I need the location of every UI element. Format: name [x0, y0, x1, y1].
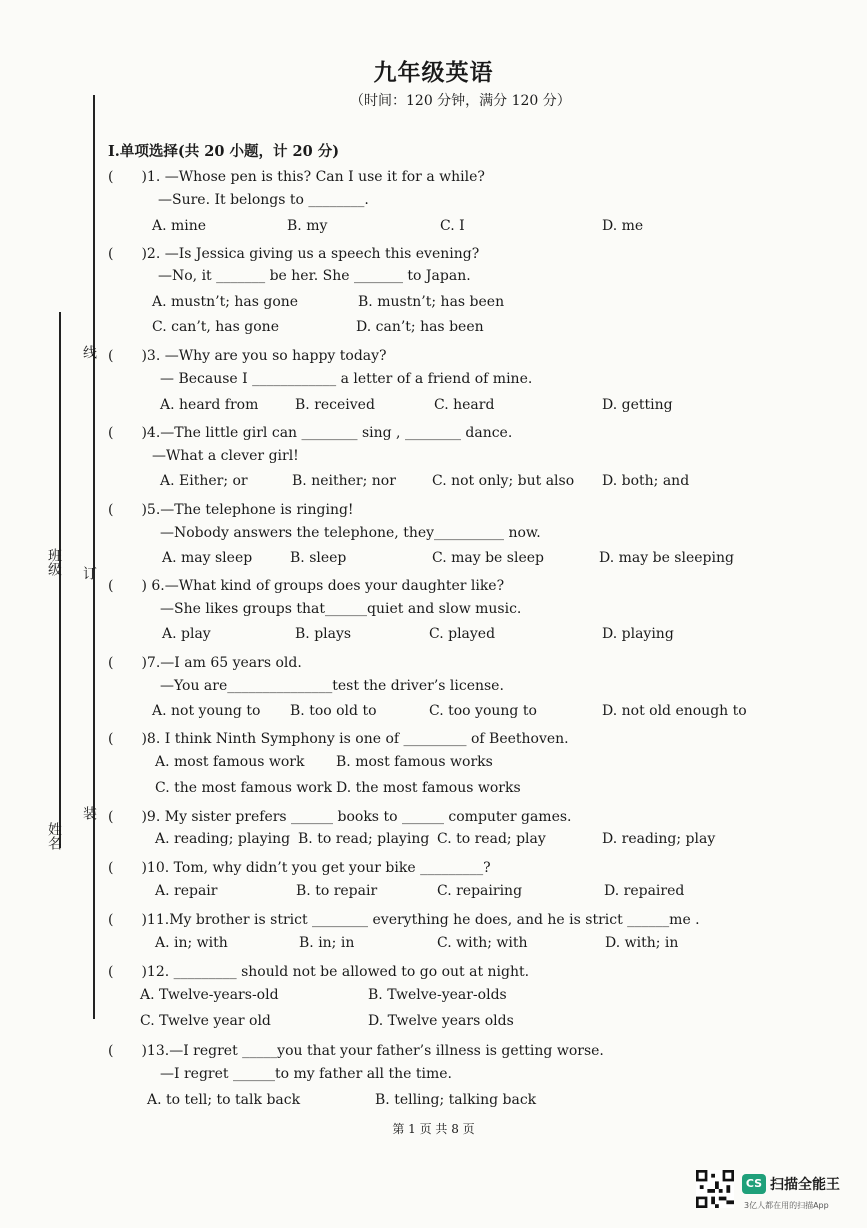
- question-line: D. playing: [602, 626, 674, 642]
- question-line: B. in; in: [299, 935, 355, 951]
- question-line: A. to tell; to talk back: [147, 1092, 301, 1108]
- question-line: D. getting: [602, 397, 673, 413]
- question-line: A. repair: [155, 883, 218, 899]
- question-line: ( )2. —Is Jessica giving us a speech this evening?: [108, 246, 480, 262]
- question-line: ( )3. —Why are you so happy today?: [108, 348, 387, 364]
- question-line: D. with; in: [605, 935, 679, 951]
- question-line: B. neither; nor: [292, 473, 396, 489]
- question-line: D. me: [602, 218, 644, 234]
- question-line: C. the most famous work: [155, 780, 332, 796]
- question-line: A. in; with: [155, 935, 228, 951]
- question-line: B. most famous works: [336, 754, 493, 770]
- question-line: ( )1. —Whose pen is this? Can I use it for a while?: [108, 169, 485, 185]
- question-line: —I regret ______to my father all the time.: [160, 1066, 452, 1082]
- question-line: C. I: [440, 218, 465, 234]
- question-line: ( )4.—The little girl can ________ sing , ________ dance.: [108, 425, 513, 441]
- question-line: A. mine: [152, 218, 207, 234]
- question-line: C. Twelve year old: [140, 1013, 271, 1029]
- question-line: C. can’t, has gone: [152, 319, 279, 335]
- question-line: A. most famous work: [155, 754, 305, 770]
- question-line: B. Twelve-year-olds: [368, 987, 507, 1003]
- question-line: ( )13.—I regret _____you that your father’s illness is getting worse.: [108, 1043, 604, 1059]
- section-heading: Ⅰ.单项选择(共 20 小题，计 20 分): [108, 143, 340, 160]
- margin-line-inner: [93, 95, 95, 1019]
- question-line: —You are_______________test the driver’s license.: [160, 678, 504, 694]
- question-line: ( )9. My sister prefers ______ books to ______ computer games.: [108, 809, 572, 825]
- question-line: ( )7.—I am 65 years old.: [108, 655, 302, 671]
- page-number: 第 1 页 共 8 页: [392, 1122, 475, 1136]
- question-line: D. Twelve years olds: [368, 1013, 514, 1029]
- question-line: C. heard: [434, 397, 495, 413]
- question-line: C. repairing: [437, 883, 523, 899]
- question-line: B. my: [287, 218, 328, 234]
- question-line: B. too old to: [290, 703, 377, 719]
- question-line: —What a clever girl!: [152, 448, 299, 464]
- exam-duration: （时间：120 分钟，满分 120 分）: [350, 93, 571, 109]
- question-line: —She likes groups that______quiet and slow music.: [160, 601, 522, 617]
- scanner-app-name: 扫描全能王: [770, 1177, 840, 1193]
- question-line: D. can’t; has been: [356, 319, 484, 335]
- scanner-tagline: 3亿人都在用的扫描App: [744, 1201, 829, 1210]
- question-line: D. both; and: [602, 473, 690, 489]
- question-line: B. plays: [295, 626, 352, 642]
- question-line: ( ) 6.—What kind of groups does your daughter like?: [108, 578, 505, 594]
- question-line: —Sure. It belongs to ________.: [158, 192, 369, 208]
- question-line: B. to read; playing: [298, 831, 430, 847]
- question-line: A. Either; or: [160, 473, 248, 489]
- question-line: A. heard from: [160, 397, 259, 413]
- question-line: D. not old enough to: [602, 703, 747, 719]
- question-line: A. play: [162, 626, 211, 642]
- question-line: ( )12. _________ should not be allowed to go out at night.: [108, 964, 530, 980]
- question-line: —Nobody answers the telephone, they__________ now.: [160, 525, 541, 541]
- question-line: A. not young to: [152, 703, 261, 719]
- question-line: D. the most famous works: [336, 780, 521, 796]
- margin-line-outer: [59, 312, 61, 848]
- class-label: 班级: [46, 548, 62, 576]
- question-line: B. telling; talking back: [375, 1092, 537, 1108]
- page-title: 九年级英语: [373, 59, 494, 86]
- question-line: A. mustn’t; has gone: [152, 294, 299, 310]
- question-line: A. reading; playing: [155, 831, 291, 847]
- question-line: D. may be sleeping: [599, 550, 734, 566]
- question-line: B. sleep: [290, 550, 347, 566]
- question-line: C. with; with: [437, 935, 528, 951]
- question-line: A. Twelve-years-old: [140, 987, 279, 1003]
- question-line: C. too young to: [429, 703, 537, 719]
- question-line: C. may be sleep: [432, 550, 544, 566]
- question-line: B. to repair: [296, 883, 378, 899]
- question-line: ( )10. Tom, why didn’t you get your bike _________?: [108, 860, 491, 876]
- question-line: — Because I ____________ a letter of a friend of mine.: [160, 371, 533, 387]
- question-line: C. to read; play: [437, 831, 546, 847]
- question-line: ( )5.—The telephone is ringing!: [108, 502, 354, 518]
- staple-line-label: 装: [81, 806, 97, 820]
- cut-line-label: 线: [81, 345, 97, 359]
- name-label: 姓名: [46, 822, 62, 850]
- question-line: B. received: [295, 397, 375, 413]
- question-line: D. reading; play: [602, 831, 716, 847]
- question-line: C. played: [429, 626, 496, 642]
- qr-code-icon: [696, 1170, 734, 1208]
- scanner-logo-icon: CS: [742, 1174, 766, 1194]
- question-line: ( )8. I think Ninth Symphony is one of _________ of Beethoven.: [108, 731, 569, 747]
- question-line: ( )11.My brother is strict ________ everything he does, and he is strict ______me .: [108, 912, 700, 928]
- question-line: A. may sleep: [162, 550, 253, 566]
- question-line: —No, it _______ be her. She _______ to Japan.: [158, 268, 471, 284]
- bind-line-label: 订: [81, 566, 97, 580]
- question-line: C. not only; but also: [432, 473, 575, 489]
- question-line: B. mustn’t; has been: [358, 294, 505, 310]
- question-line: D. repaired: [604, 883, 685, 899]
